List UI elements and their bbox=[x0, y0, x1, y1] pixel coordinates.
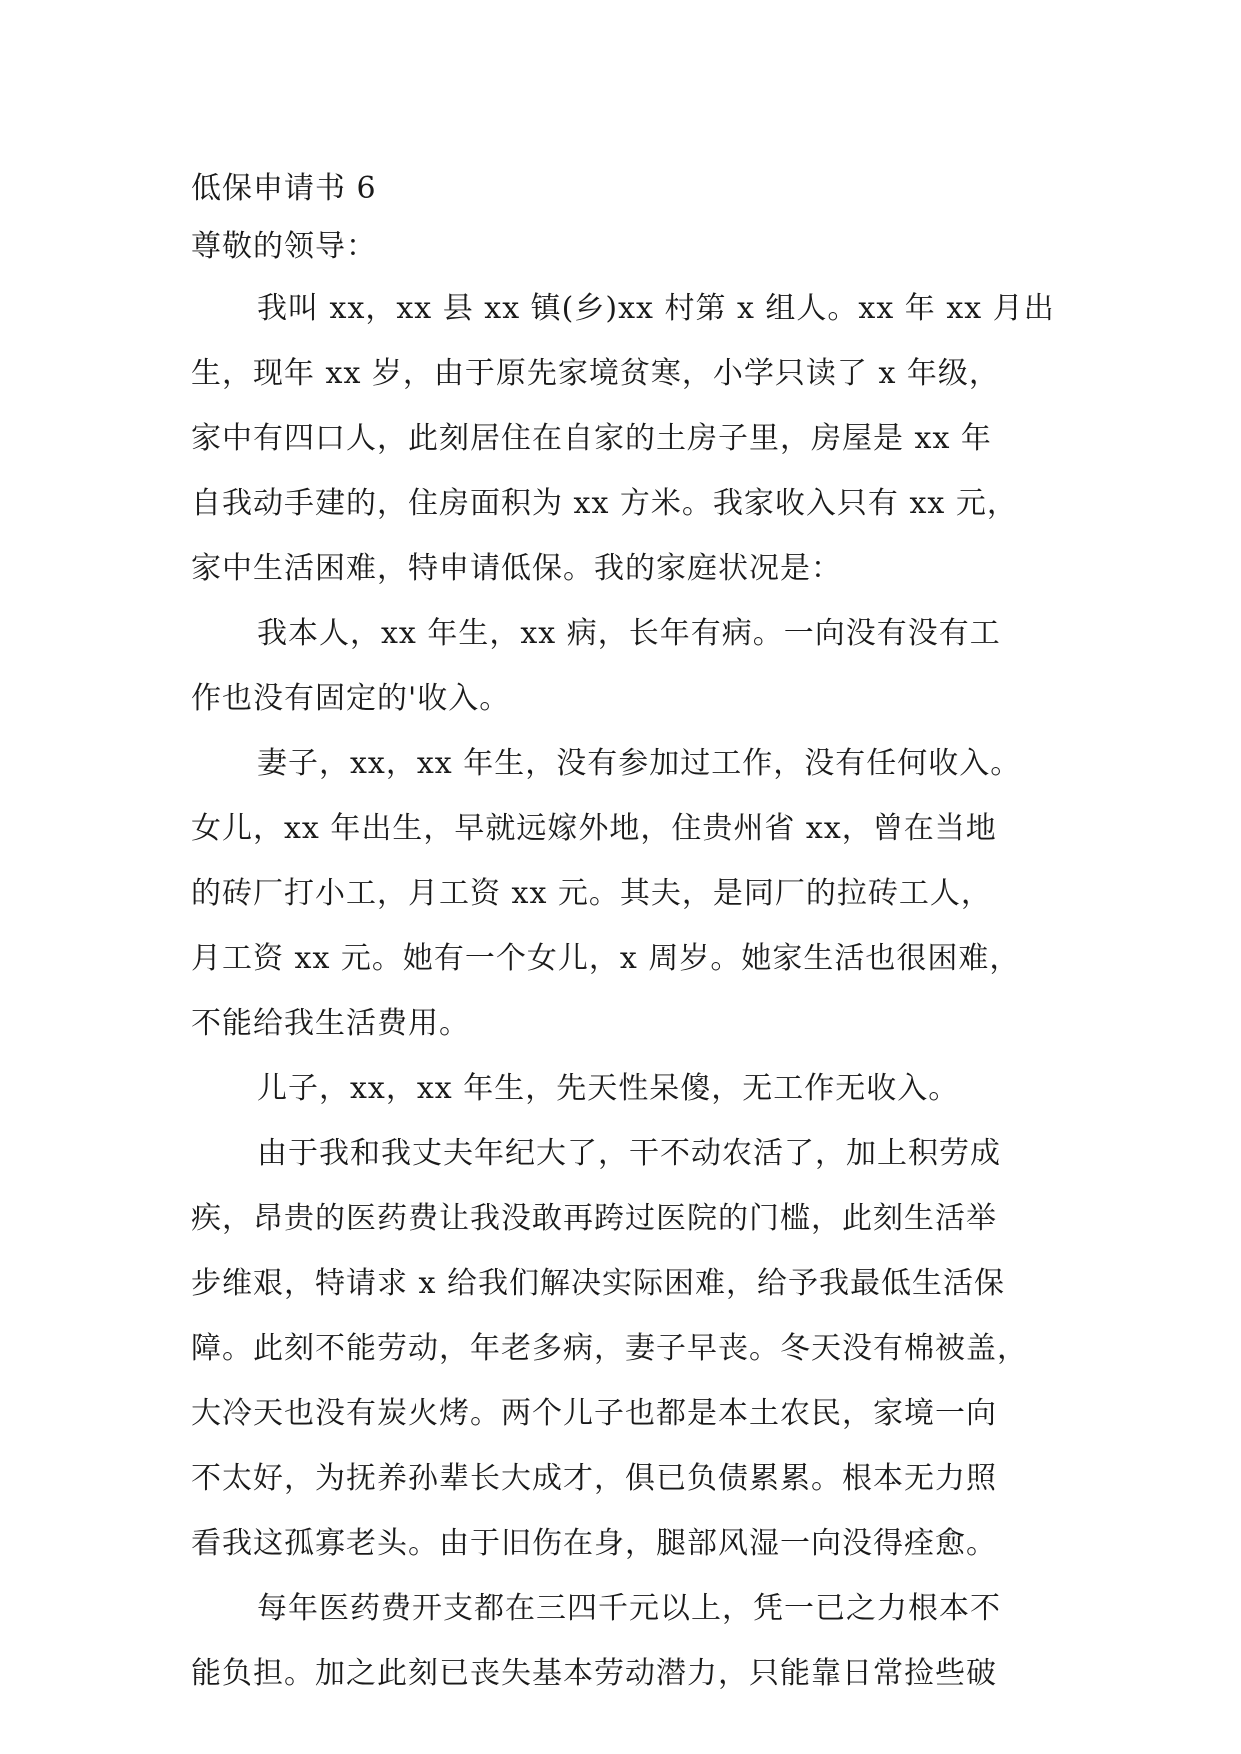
body-paragraphs bbox=[191, 276, 1071, 1706]
text-line: 儿子，xx，xx 年生，先天性呆傻，无工作无收入。 bbox=[257, 1071, 960, 1106]
text-line: 大冷天也没有炭火烤。两个儿子也都是本土农民，家境一向 bbox=[191, 1396, 997, 1431]
text-line: 女儿，xx 年出生，早就远嫁外地，住贵州省 xx，曾在当地 bbox=[191, 811, 997, 846]
text-line: 月工资 xx 元。她有一个女儿，x 周岁。她家生活也很困难， bbox=[191, 941, 1021, 976]
text-line: 的砖厂打小工，月工资 xx 元。其夫，是同厂的拉砖工人， bbox=[191, 876, 992, 911]
document-title: 低保申请书 6 bbox=[191, 171, 377, 206]
text-line: 我叫 xx，xx 县 xx 镇(乡)xx 村第 x 组人。xx 年 xx 月出 bbox=[257, 291, 1055, 326]
text-line: 家中生活困难，特申请低保。我的家庭状况是： bbox=[191, 551, 842, 586]
text-line: 不太好，为抚养孙辈长大成才，俱已负债累累。根本无力照 bbox=[191, 1461, 997, 1496]
text-line: 疾，昂贵的医药费让我没敢再跨过医院的门槛，此刻生活举 bbox=[191, 1201, 997, 1236]
salutation: 尊敬的领导： bbox=[191, 229, 377, 264]
text-line: 障。此刻不能劳动，年老多病，妻子早丧。冬天没有棉被盖， bbox=[191, 1331, 1028, 1366]
text-line: 作也没有固定的'收入。 bbox=[191, 681, 511, 716]
text-line: 不能给我生活费用。 bbox=[191, 1006, 470, 1041]
text-line: 我本人，xx 年生，xx 病，长年有病。一向没有没有工 bbox=[257, 616, 1001, 651]
text-line: 每年医药费开支都在三四千元以上，凭一已之力根本不 bbox=[257, 1591, 1001, 1626]
text-line: 生，现年 xx 岁，由于原先家境贫寒，小学只读了 x 年级， bbox=[191, 356, 1000, 391]
text-line: 能负担。加之此刻已丧失基本劳动潜力，只能靠日常捡些破 bbox=[191, 1656, 997, 1691]
text-line: 步维艰，特请求 x 给我们解决实际困难，给予我最低生活保 bbox=[191, 1266, 1005, 1301]
document-body bbox=[191, 160, 1071, 1706]
text-line: 家中有四口人，此刻居住在自家的土房子里，房屋是 xx 年 bbox=[191, 421, 992, 456]
text-line: 由于我和我丈夫年纪大了，干不动农活了，加上积劳成 bbox=[257, 1136, 1001, 1171]
text-line: 自我动手建的，住房面积为 xx 方米。我家收入只有 xx 元， bbox=[191, 486, 1018, 521]
text-line: 妻子，xx，xx 年生，没有参加过工作，没有任何收入。 bbox=[257, 746, 1022, 781]
text-line: 看我这孤寡老头。由于旧伤在身，腿部风湿一向没得痊愈。 bbox=[191, 1526, 997, 1561]
